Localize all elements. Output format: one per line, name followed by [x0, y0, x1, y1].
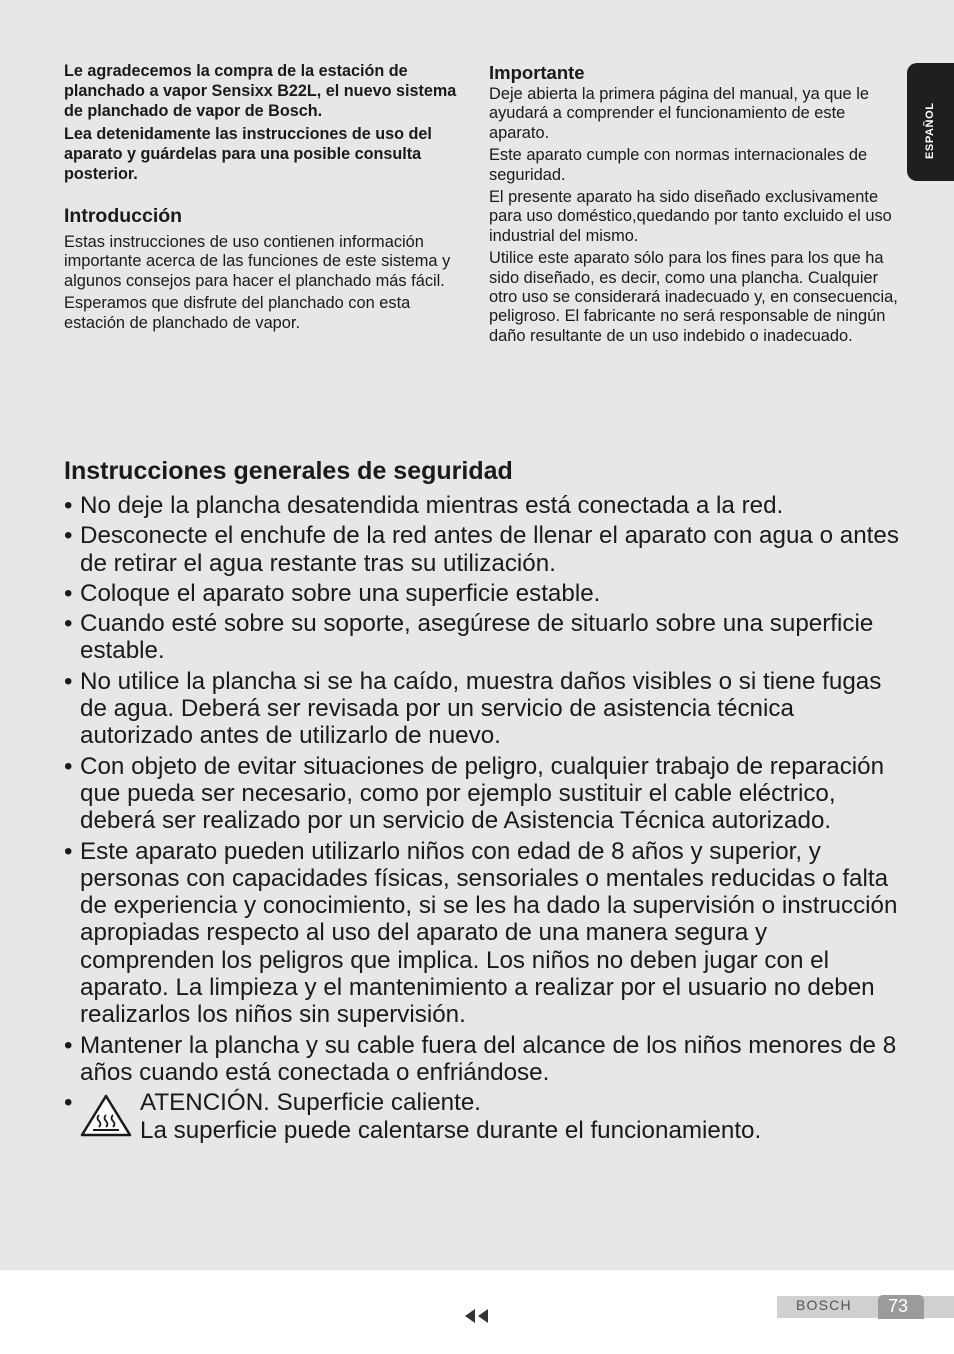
safety-item-text: Desconecte el enchufe de la red antes de llenar el aparato con agua o antes de retirar el agua restante tras su utilización.: [80, 522, 899, 577]
double-left-arrow-icon[interactable]: [463, 1306, 493, 1326]
bullet: •: [64, 579, 73, 607]
safety-item: [64, 492, 904, 519]
safety-item: [64, 753, 904, 835]
brand-name: BOSCH: [796, 1297, 852, 1313]
warning-text-block: [140, 1089, 761, 1144]
bullet: •: [64, 492, 73, 519]
safety-item-text: No utilice la plancha si se ha caído, muestra daños visibles o si tiene fugas de agua. Deberá ser revisada por un servicio de asistencia técnica autorizado antes de utilizarlo de nuevo.: [80, 667, 882, 750]
safety-heading: Instrucciones generales de seguridad: [64, 457, 513, 485]
safety-section: [64, 456, 904, 1147]
introduccion-heading: Introducción: [64, 205, 183, 227]
left-column: [64, 61, 474, 336]
thanks-paragraph: Le agradecemos la compra de la estación de planchado a vapor Sensixx B22L, el nuevo sistema de planchado de vapor de Bosch.: [64, 62, 457, 120]
safety-item-text: Mantener la plancha y su cable fuera del alcance de los niños menores de 8 años cuando está conectada o enfriándose.: [80, 1031, 897, 1086]
hot-surface-warning-icon: [80, 1093, 132, 1137]
language-tab: [907, 63, 954, 181]
bullet: •: [64, 752, 73, 780]
bullet: •: [64, 667, 73, 695]
importante-paragraph: Utilice este aparato sólo para los fines para los que ha sido diseñado, es decir, como una plancha. Cualquier otro uso se considerará inadecuado y, en consecuencia, peligroso. El fabricante no será responsable de ningún daño resultante de un uso indebido o inadecuado.: [489, 249, 898, 345]
safety-item-text: Este aparato pueden utilizarlo niños con edad de 8 años y superior, y personas con capacidades físicas, sensoriales o mentales reducidas o falta de experiencia y conocimiento, si se les ha dado la supervisión o instrucción apropiadas respecto al uso del aparato de una manera segura y comprenden los peligros que implica. Los niños no deben jugar con el aparato. La limpieza y el mantenimiento a realizar por el usuario no deben realizarlos los niños sin supervisión.: [80, 837, 898, 1029]
bullet: •: [64, 837, 73, 865]
safety-item-text: Cuando esté sobre su soporte, asegúrese de situarlo sobre una superficie estable.: [80, 610, 874, 665]
safety-item: [64, 522, 904, 577]
importante-paragraph: El presente aparato ha sido diseñado exclusivamente para uso doméstico,quedando por tanto excluido el uso industrial del mismo.: [489, 188, 892, 245]
warning-row: [80, 1089, 904, 1144]
safety-item: [64, 1032, 904, 1087]
safety-item-warning: [64, 1089, 904, 1144]
safety-item-text: Coloque el aparato sobre una superficie estable.: [80, 579, 601, 607]
bullet: •: [64, 610, 73, 638]
safety-list: [64, 492, 904, 1144]
safety-item-text: Con objeto de evitar situaciones de peligro, cualquier trabajo de reparación que pueda ser necesario, como por ejemplo sustituir el cable eléctrico, deberá ser realizado por un servicio de Asistencia Técnica autorizado.: [80, 752, 885, 835]
safety-item-text: No deje la plancha desatendida mientras está conectada a la red.: [80, 492, 784, 519]
importante-paragraph: Este aparato cumple con normas internacionales de seguridad.: [489, 146, 868, 184]
safety-item: [64, 838, 904, 1029]
importante-heading: Importante: [489, 62, 585, 83]
right-column: [489, 62, 899, 349]
bullet: •: [64, 1089, 73, 1117]
safety-item: [64, 668, 904, 750]
language-tab-label: ESPAÑOL: [924, 102, 936, 159]
safety-item: [64, 610, 904, 665]
importante-paragraph: Deje abierta la primera página del manual, ya que le ayudará a comprender el funcionamiento de este aparato.: [489, 85, 869, 142]
bullet: •: [64, 522, 73, 550]
warning-title: ATENCIÓN. Superficie caliente.: [140, 1089, 481, 1117]
bullet: •: [64, 1031, 73, 1059]
introduccion-paragraph: Estas instrucciones de uso contienen información importante acerca de las funciones de este sistema y algunos consejos para hacer el planchado más fácil.: [64, 233, 451, 290]
introduccion-paragraph: Esperamos que disfrute del planchado con esta estación de planchado de vapor.: [64, 294, 411, 332]
page-number: 73: [888, 1296, 909, 1316]
warning-text: La superficie puede calentarse durante el funcionamiento.: [140, 1116, 762, 1144]
safety-item: [64, 580, 904, 607]
read-instructions-paragraph: Lea detenidamente las instrucciones de uso del aparato y guárdelas para una posible consulta posterior.: [64, 125, 432, 183]
